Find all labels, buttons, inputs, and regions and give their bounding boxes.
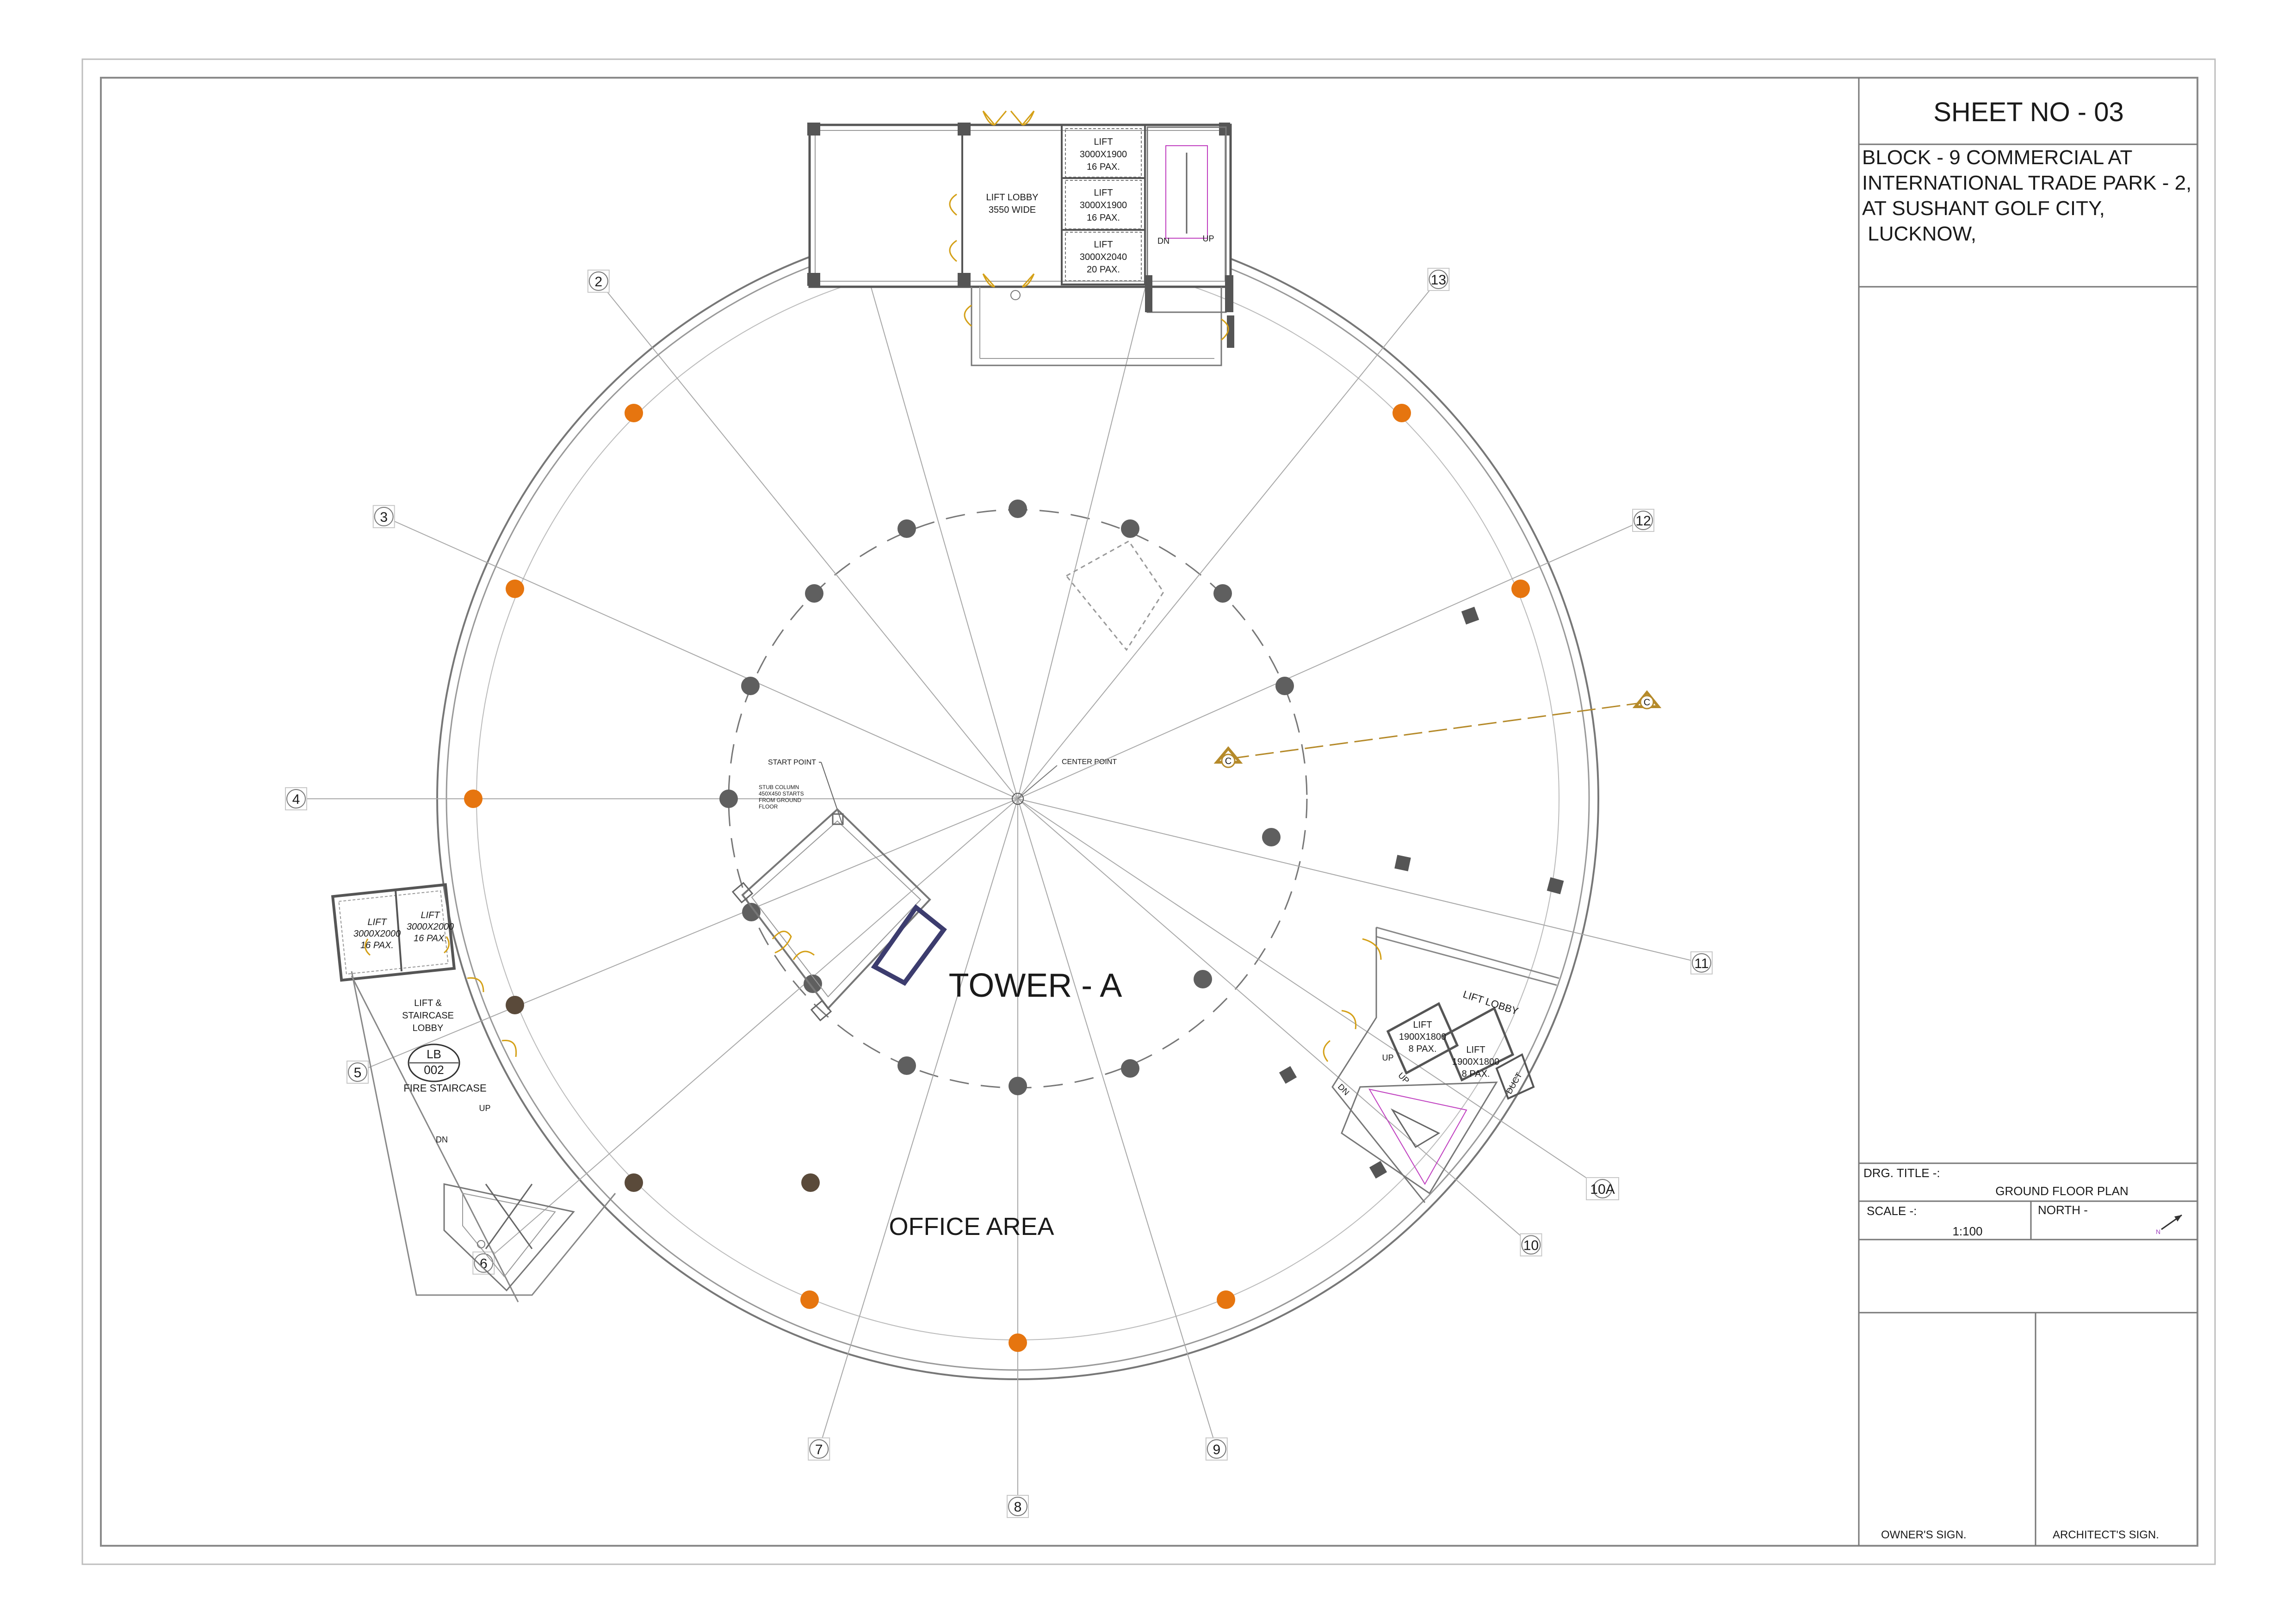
column-orange [1009,1333,1027,1352]
svg-text:16 PAX.: 16 PAX. [1087,213,1120,223]
column [506,996,524,1014]
svg-text:10: 10 [1523,1238,1539,1253]
grid-line [819,799,1018,1449]
owner-sign-label: OWNER'S SIGN. [1881,1529,1967,1541]
svg-text:FLOOR: FLOOR [759,803,778,810]
grid-line [1018,799,1531,1245]
project-line-1: BLOCK - 9 COMMERCIAL AT [1862,146,2133,169]
svg-text:3000X1900: 3000X1900 [1079,149,1127,160]
svg-text:DN: DN [1336,1082,1351,1098]
drawing-title-value: GROUND FLOOR PLAN [1995,1184,2129,1198]
svg-text:4: 4 [292,792,300,807]
highlighted-room [874,907,944,983]
sheet-number: SHEET NO - 03 [1933,97,2124,127]
svg-text:START POINT: START POINT [768,759,817,766]
grid-bubble-11 [1691,952,1712,974]
svg-text:8: 8 [1014,1500,1022,1515]
north-label: NORTH - [2038,1203,2088,1217]
door-icon [983,111,1034,125]
svg-text:20 PAX.: 20 PAX. [1087,265,1120,275]
start-point-note [759,759,842,823]
svg-text:UP: UP [1202,234,1214,243]
column-orange [1392,404,1411,422]
svg-text:16 PAX.: 16 PAX. [360,940,394,950]
svg-text:1900X1800: 1900X1800 [1399,1032,1447,1042]
grid-line [1018,799,1702,963]
grid-bubbles [285,128,1712,1518]
svg-text:2: 2 [594,274,603,290]
column [801,1173,820,1192]
column [1121,519,1139,538]
svg-text:1900X1800: 1900X1800 [1452,1057,1500,1067]
grid-bubble-6 [473,1252,494,1274]
column [719,790,738,808]
column-orange [625,404,643,422]
grid-bubble-8 [1007,1495,1028,1518]
title-block [1859,78,2197,1546]
column [1194,970,1212,988]
svg-text:LIFT: LIFT [367,917,387,927]
grid-bubble-5 [347,1061,368,1083]
grid-bubble-13 [1428,268,1449,290]
column-orange [800,1290,819,1309]
grid-line [1018,520,1643,799]
svg-text:STAIRCASE: STAIRCASE [402,1011,454,1021]
svg-text:LIFT: LIFT [1413,1020,1432,1030]
north-core [807,111,1233,365]
project-line-2: INTERNATIONAL TRADE PARK - 2, [1862,172,2192,194]
svg-text:C: C [1643,697,1651,708]
svg-text:3: 3 [380,509,388,525]
svg-text:DN: DN [1157,236,1170,246]
grid-line [1018,799,1217,1449]
inner-core-walls [733,809,944,1020]
column [1121,1059,1139,1078]
floor-plan [285,111,1712,1518]
grid-bubble-10A [1586,1178,1619,1200]
north-arrow-icon [2156,1215,2182,1235]
center-point-marker [1012,758,1117,804]
grid-line [599,281,1018,799]
project-line-3: AT SUSHANT GOLF CITY, [1862,197,2105,220]
svg-text:DN: DN [436,1135,448,1144]
svg-text:LIFT: LIFT [1094,188,1113,198]
svg-text:12: 12 [1635,513,1651,529]
column-square [1461,607,1479,624]
svg-text:16 PAX.: 16 PAX. [1087,162,1120,172]
svg-text:11: 11 [1694,956,1709,971]
svg-text:LB: LB [427,1047,441,1061]
architect-sign-label: ARCHITECT'S SIGN. [2053,1529,2159,1541]
grid-bubble-10 [1520,1234,1541,1256]
svg-text:9: 9 [1213,1442,1221,1457]
column [897,1056,916,1075]
drawing-title-label: DRG. TITLE -: [1863,1166,1940,1180]
grid-line [1018,279,1438,799]
svg-text:002: 002 [424,1063,444,1077]
column-orange [506,580,524,598]
column [1262,828,1281,846]
svg-text:STUB COLUMN: STUB COLUMN [759,784,799,790]
svg-text:8 PAX.: 8 PAX. [1461,1069,1490,1079]
columns [464,315,1564,1352]
project-line-4: LUCKNOW, [1862,222,1976,245]
column [1275,677,1294,695]
svg-text:CENTER POINT: CENTER POINT [1062,758,1117,766]
svg-text:UP: UP [1382,1053,1394,1062]
door-icon [965,305,1228,340]
grid-line [358,799,1018,1072]
svg-text:LIFT &: LIFT & [414,998,442,1008]
svg-text:UP: UP [1396,1070,1411,1086]
radial-grid-lines [296,139,1702,1506]
scale-label: SCALE -: [1867,1204,1917,1218]
column [741,677,760,695]
office-area-label: OFFICE AREA [889,1213,1054,1240]
column [897,519,916,538]
svg-text:FIRE STAIRCASE: FIRE STAIRCASE [403,1082,487,1094]
svg-text:UP: UP [479,1104,491,1113]
svg-text:3550 WIDE: 3550 WIDE [988,205,1036,215]
svg-text:N: N [2156,1228,2161,1235]
svg-text:8 PAX.: 8 PAX. [1408,1044,1437,1054]
svg-text:LOBBY: LOBBY [412,1023,444,1033]
grid-line [384,517,1018,799]
column [1009,1077,1027,1095]
svg-text:3000X2040: 3000X2040 [1079,252,1127,262]
svg-text:LIFT: LIFT [421,910,440,920]
grid-bubble-2 [588,270,609,292]
grid-bubble-4 [285,788,307,810]
svg-text:DUCT: DUCT [1504,1071,1524,1096]
column [1213,584,1232,603]
svg-text:7: 7 [815,1442,823,1457]
column [625,1173,643,1192]
grid-line [483,799,1018,1263]
svg-text:5: 5 [353,1065,362,1080]
svg-text:13: 13 [1430,272,1447,288]
svg-text:LIFT: LIFT [1466,1045,1485,1055]
grid-bubble-12 [1633,509,1654,531]
column-orange [1511,580,1530,598]
tower-label: TOWER - A [948,967,1122,1004]
svg-text:LIFT LOBBY: LIFT LOBBY [986,192,1039,203]
west-core [333,885,615,1302]
svg-text:FROM GROUND: FROM GROUND [759,797,801,803]
column-orange [464,790,483,808]
svg-text:10A: 10A [1590,1182,1615,1197]
svg-text:LIFT: LIFT [1094,240,1113,250]
column-square [1394,855,1411,871]
svg-text:LIFT LOBBY: LIFT LOBBY [1461,988,1520,1017]
svg-text:16 PAX.: 16 PAX. [414,933,447,944]
grid-bubble-9 [1206,1438,1227,1460]
section-marker-right-icon [1635,692,1659,709]
column-square [1547,877,1564,895]
column [805,584,823,603]
svg-text:C: C [1225,756,1232,766]
svg-text:3000X2000: 3000X2000 [353,929,401,939]
dashed-stair-outline [1066,541,1163,650]
column [1009,500,1027,518]
section-marker-left-icon [1217,748,1240,767]
svg-text:6: 6 [479,1256,488,1271]
section-line-c [1217,692,1659,767]
svg-text:450X450 STARTS: 450X450 STARTS [759,790,804,797]
svg-text:LIFT: LIFT [1094,137,1113,147]
scale-value: 1:100 [1952,1224,1983,1238]
grid-bubble-3 [373,506,395,528]
grid-bubble-7 [808,1438,829,1460]
svg-text:3000X2000: 3000X2000 [406,922,454,932]
svg-text:3000X1900: 3000X1900 [1079,200,1127,210]
column-orange [1217,1290,1235,1309]
